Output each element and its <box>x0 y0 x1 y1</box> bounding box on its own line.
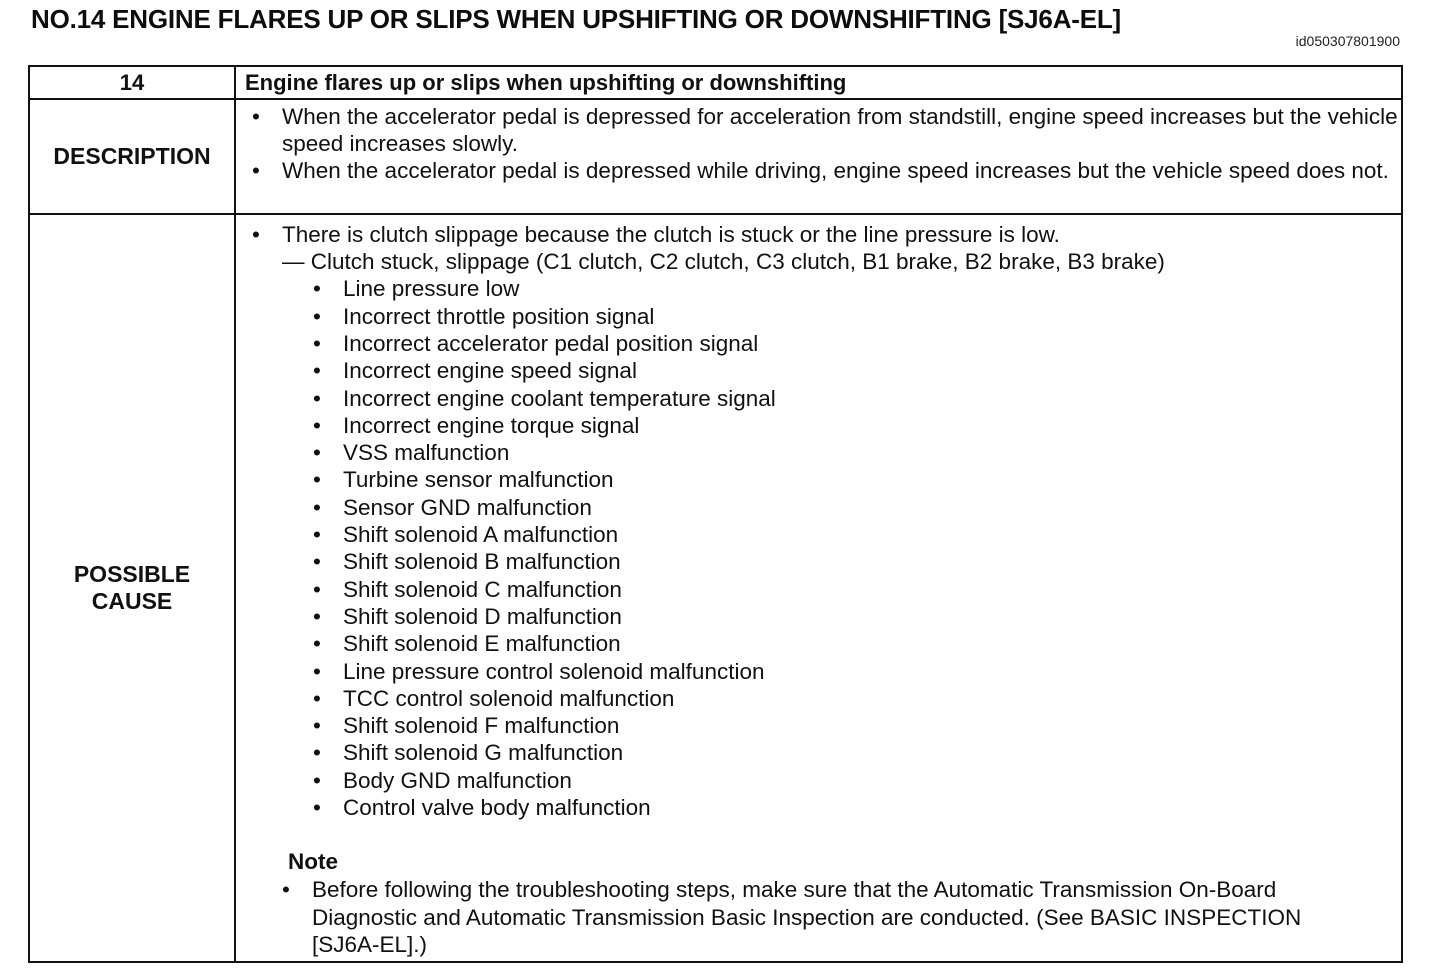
note-list <box>236 876 1401 958</box>
list-item: • Incorrect accelerator pedal position signal <box>236 330 1401 357</box>
list-item: • Incorrect engine coolant temperature signal <box>236 385 1401 412</box>
list-item: • TCC control solenoid malfunction <box>236 685 1401 712</box>
possible-cause-label-line2: CAUSE <box>91 588 173 614</box>
list-item: • Control valve body malfunction <box>236 794 1401 821</box>
symptom-heading: Engine flares up or slips when upshifting or downshifting <box>235 66 1402 99</box>
possible-cause-row <box>29 214 1402 962</box>
possible-cause-label-line1: POSSIBLE <box>73 561 191 587</box>
troubleshooting-table <box>28 65 1403 963</box>
cause-detail-list <box>236 275 1401 821</box>
symptom-number: 14 <box>29 66 235 99</box>
list-item: • Shift solenoid B malfunction <box>236 548 1401 575</box>
page-title: NO.14 ENGINE FLARES UP OR SLIPS WHEN UPSHIFTING OR DOWNSHIFTING [SJ6A-EL] <box>31 4 1122 34</box>
cause-sub-item: — Clutch stuck, slippage (C1 clutch, C2 clutch, C3 clutch, B1 brake, B2 brake, B3 brake) <box>282 249 1165 275</box>
list-item: • Shift solenoid A malfunction <box>236 521 1401 548</box>
list-item: • Shift solenoid G malfunction <box>236 739 1401 766</box>
list-item: • When the accelerator pedal is depressed for acceleration from standstill, engine speed increases but the vehicle speed increases slowly. <box>236 103 1401 157</box>
list-item: • Incorrect throttle position signal <box>236 303 1401 330</box>
description-content <box>235 99 1402 214</box>
possible-cause-label <box>29 214 235 962</box>
list-item: • Shift solenoid F malfunction <box>236 712 1401 739</box>
list-item: • Turbine sensor malfunction <box>236 466 1401 493</box>
list-item: • Body GND malfunction <box>236 767 1401 794</box>
description-list <box>236 100 1401 185</box>
description-row <box>29 99 1402 214</box>
list-item: • Shift solenoid D malfunction <box>236 603 1401 630</box>
list-item: • VSS malfunction <box>236 439 1401 466</box>
list-item: • Line pressure control solenoid malfunction <box>236 658 1401 685</box>
table-header-row <box>29 66 1402 99</box>
list-item: • Incorrect engine torque signal <box>236 412 1401 439</box>
list-item: • Incorrect engine speed signal <box>236 357 1401 384</box>
note-title: Note <box>288 849 338 875</box>
list-item: • Sensor GND malfunction <box>236 494 1401 521</box>
list-item: • Line pressure low <box>236 275 1401 302</box>
list-item: • When the accelerator pedal is depressed while driving, engine speed increases but the vehicle speed does not. <box>236 157 1401 184</box>
possible-cause-content <box>235 214 1402 962</box>
note-item: • Before following the troubleshooting steps, make sure that the Automatic Transmission On-Board Diagnostic and Automatic Transmission Basic Inspection are conducted. (See BASIC INSPECTION [SJ6A-EL].) <box>236 876 1401 958</box>
list-item: • Shift solenoid E malfunction <box>236 630 1401 657</box>
document-id: id050307801900 <box>1295 33 1400 49</box>
description-label: DESCRIPTION <box>29 99 235 214</box>
cause-main-item: • There is clutch slippage because the clutch is stuck or the line pressure is low. <box>236 221 1401 248</box>
cause-main-list <box>236 215 1401 248</box>
list-item: • Shift solenoid C malfunction <box>236 576 1401 603</box>
